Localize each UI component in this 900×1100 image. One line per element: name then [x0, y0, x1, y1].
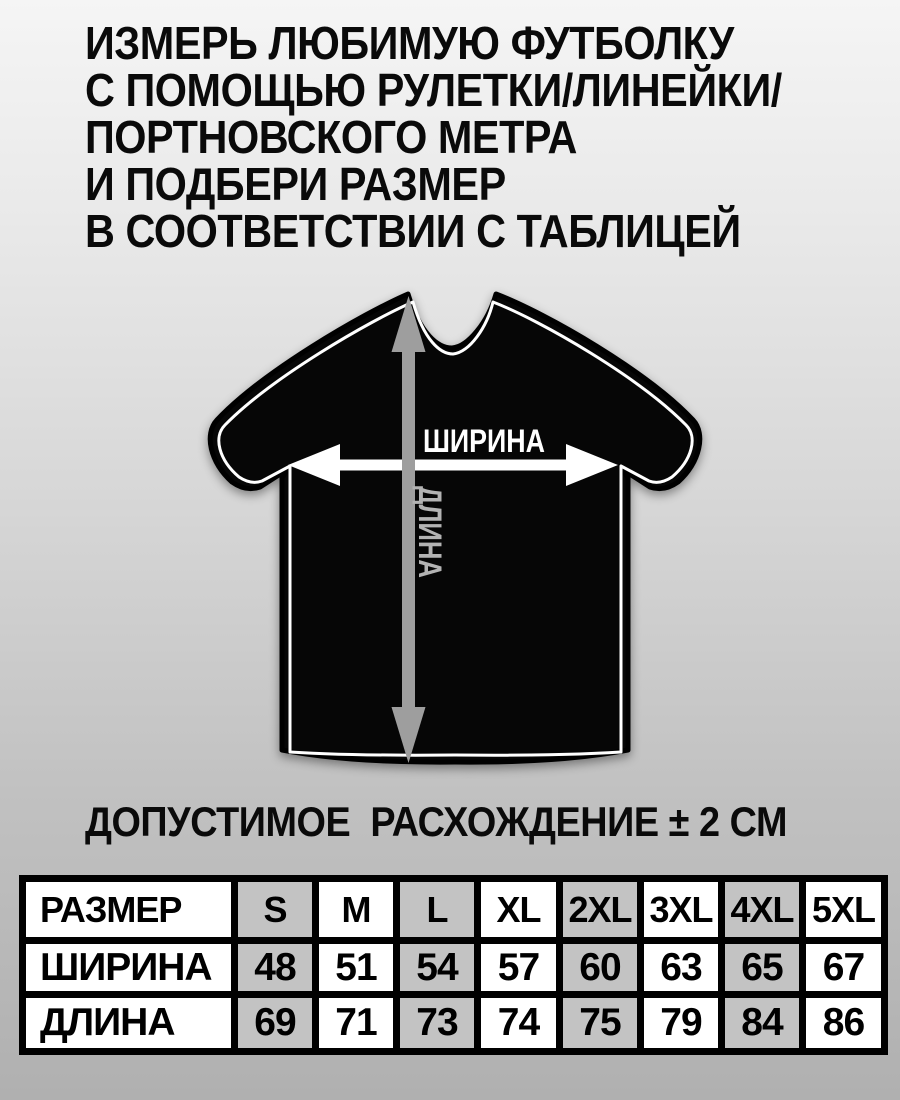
tshirt-diagram [150, 275, 760, 780]
table-cell: 48 [235, 941, 316, 995]
heading-line: В СООТВЕТСТВИИ С ТАБЛИЦЕЙ [85, 205, 741, 257]
length-label: ДЛИНА [412, 486, 448, 601]
width-label: ШИРИНА [423, 423, 545, 459]
table-cell: 71 [316, 995, 397, 1052]
size-table [19, 875, 888, 1055]
size-header-cell: 3XL [641, 879, 722, 941]
table-cell: 79 [641, 995, 722, 1052]
row-label-cell: ДЛИНА [23, 995, 235, 1052]
tolerance-note: ДОПУСТИМОЕ РАСХОЖДЕНИЕ ± 2 СМ [85, 798, 788, 845]
heading [85, 17, 782, 257]
row-label-cell: РАЗМЕР [23, 879, 235, 941]
table-row-width [23, 941, 885, 995]
table-cell: 51 [316, 941, 397, 995]
heading-line: И ПОДБЕРИ РАЗМЕР [85, 158, 506, 210]
size-header-cell: XL [478, 879, 560, 941]
table-cell: 65 [722, 941, 803, 995]
table-cell: 74 [478, 995, 560, 1052]
heading-line: С ПОМОЩЬЮ РУЛЕТКИ/ЛИНЕЙКИ/ [85, 64, 782, 116]
table-row-length [23, 995, 885, 1052]
row-label-cell: ШИРИНА [23, 941, 235, 995]
size-header-cell: L [397, 879, 478, 941]
table-cell: 63 [641, 941, 722, 995]
size-header-cell: 4XL [722, 879, 803, 941]
size-header-cell: M [316, 879, 397, 941]
tshirt-silhouette [210, 294, 700, 762]
table-cell: 67 [803, 941, 885, 995]
table-cell: 86 [803, 995, 885, 1052]
size-header-cell: S [235, 879, 316, 941]
table-cell: 60 [560, 941, 641, 995]
heading-line: ИЗМЕРЬ ЛЮБИМУЮ ФУТБОЛКУ [85, 17, 734, 69]
table-cell: 73 [397, 995, 478, 1052]
tshirt-illustration [210, 294, 700, 762]
heading-line: ПОРТНОВСКОГО МЕТРА [85, 111, 577, 163]
table-cell: 69 [235, 995, 316, 1052]
size-header-cell: 5XL [803, 879, 885, 941]
table-cell: 54 [397, 941, 478, 995]
table-cell: 57 [478, 941, 560, 995]
table-cell: 75 [560, 995, 641, 1052]
table-cell: 84 [722, 995, 803, 1052]
table-row-sizes [23, 879, 885, 941]
size-header-cell: 2XL [560, 879, 641, 941]
